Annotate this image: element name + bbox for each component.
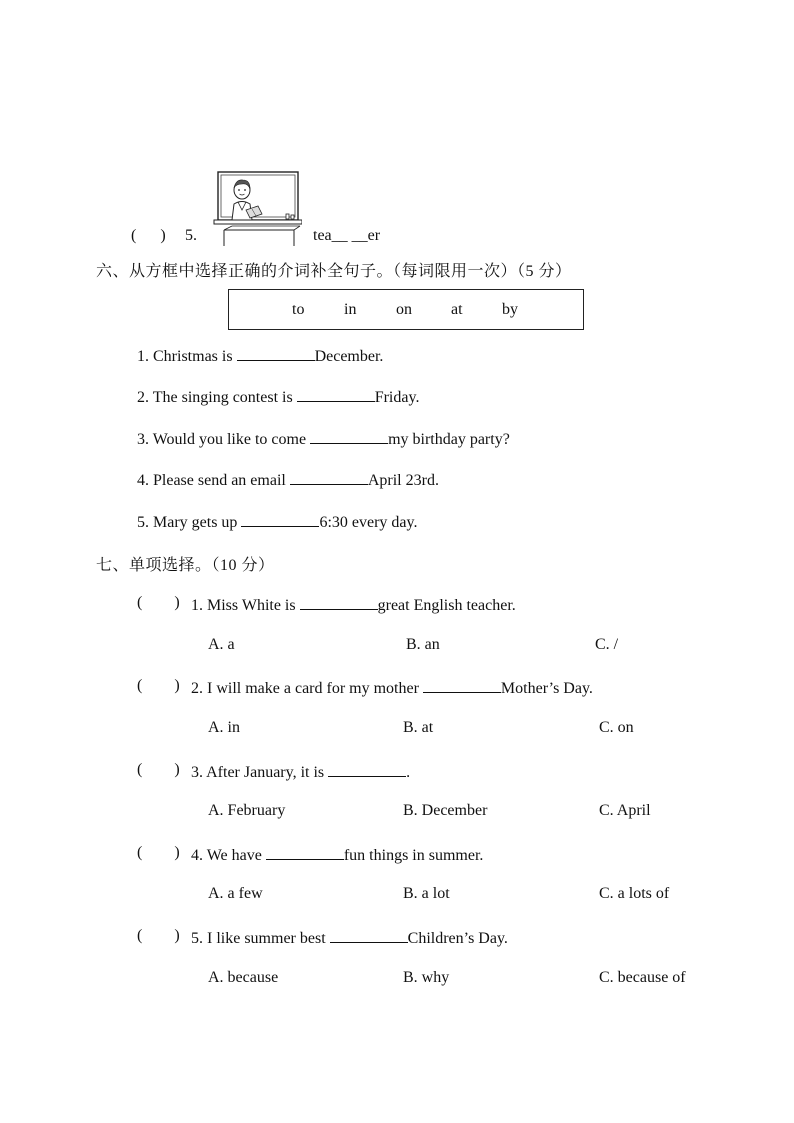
question-stem	[191, 927, 508, 948]
answer-blank	[328, 761, 406, 777]
option-c[interactable]: C. on	[599, 719, 634, 736]
answer-blank[interactable]	[237, 345, 315, 361]
question-stem	[191, 761, 410, 782]
answer-blank	[330, 927, 408, 943]
sentence-start: 2. The singing contest is	[137, 389, 297, 406]
answer-blank[interactable]	[290, 469, 368, 485]
answer-paren[interactable]: ( )	[137, 677, 180, 694]
section-6-title: 六、从方框中选择正确的介词补全句子。（每词限用一次）（5 分）	[96, 263, 572, 280]
word-bank-item: to	[292, 301, 305, 318]
option-a[interactable]: A. because	[208, 969, 279, 986]
option-c[interactable]: C. April	[599, 802, 651, 819]
sentence-start: 1. Christmas is	[137, 348, 237, 365]
answer-blank[interactable]	[297, 386, 375, 402]
option-b[interactable]: B. December	[403, 802, 488, 819]
word-bank-item: on	[396, 301, 412, 318]
answer-paren[interactable]: ( )	[137, 927, 180, 944]
answer-blank	[266, 844, 344, 860]
option-a[interactable]: A. a few	[208, 885, 263, 902]
question-stem	[191, 844, 483, 865]
option-b[interactable]: B. why	[403, 969, 450, 986]
section-7-title: 七、单项选择。（10 分）	[96, 557, 275, 574]
option-c[interactable]: C. because of	[599, 969, 686, 986]
option-b[interactable]: B. at	[403, 719, 434, 736]
answer-paren[interactable]: ( )	[137, 761, 180, 778]
question-start: 2. I will make a card for my mother	[191, 680, 423, 697]
option-a[interactable]: A. a	[208, 636, 235, 653]
option-c[interactable]: C. /	[595, 636, 619, 653]
question-start: 4. We have	[191, 847, 266, 864]
question-start: 5. I like summer best	[191, 930, 330, 947]
answer-blank	[300, 594, 378, 610]
word-completion: tea__ __er	[313, 227, 381, 244]
sentence-end: 6:30 every day.	[319, 514, 418, 531]
fill-sentence	[137, 345, 383, 366]
word-bank-item: in	[344, 301, 357, 318]
sentence-end: April 23rd.	[367, 472, 439, 489]
option-c[interactable]: C. a lots of	[599, 885, 670, 902]
sentence-end: Friday.	[374, 389, 420, 406]
teacher-blackboard-illustration	[212, 170, 302, 248]
option-b[interactable]: B. a lot	[403, 885, 450, 902]
sentence-start: 4. Please send an email	[137, 472, 290, 489]
question-end: great English teacher.	[377, 597, 516, 614]
question-end: Mother’s Day.	[500, 680, 593, 697]
question-stem	[191, 594, 516, 615]
option-b[interactable]: B. an	[406, 636, 440, 653]
answer-blank	[423, 677, 501, 693]
option-a[interactable]: A. in	[208, 719, 240, 736]
answer-paren[interactable]: ( )	[131, 227, 166, 244]
question-stem	[191, 677, 593, 698]
option-a[interactable]: A. February	[208, 802, 286, 819]
question-end: fun things in summer.	[343, 847, 484, 864]
question-start: 3. After January, it is	[191, 764, 329, 781]
answer-blank[interactable]	[310, 428, 388, 444]
sentence-end: December.	[314, 348, 384, 365]
question-end: .	[406, 764, 411, 781]
answer-blank[interactable]	[241, 511, 319, 527]
fill-sentence	[137, 511, 417, 532]
answer-paren[interactable]: ( )	[137, 594, 180, 611]
word-bank-item: by	[502, 301, 518, 318]
fill-sentence	[137, 386, 419, 407]
word-bank-box	[228, 289, 584, 330]
item-number: 5.	[185, 227, 197, 244]
sentence-start: 3. Would you like to come	[137, 431, 311, 448]
sentence-end: my birthday party?	[388, 431, 510, 448]
answer-paren[interactable]: ( )	[137, 844, 180, 861]
sentence-start: 5. Mary gets up	[137, 514, 242, 531]
fill-sentence	[137, 469, 439, 490]
word-bank-item: at	[451, 301, 463, 318]
question-end: Children’s Day.	[407, 930, 508, 947]
question-start: 1. Miss White is	[191, 597, 300, 614]
fill-sentence	[137, 428, 510, 449]
